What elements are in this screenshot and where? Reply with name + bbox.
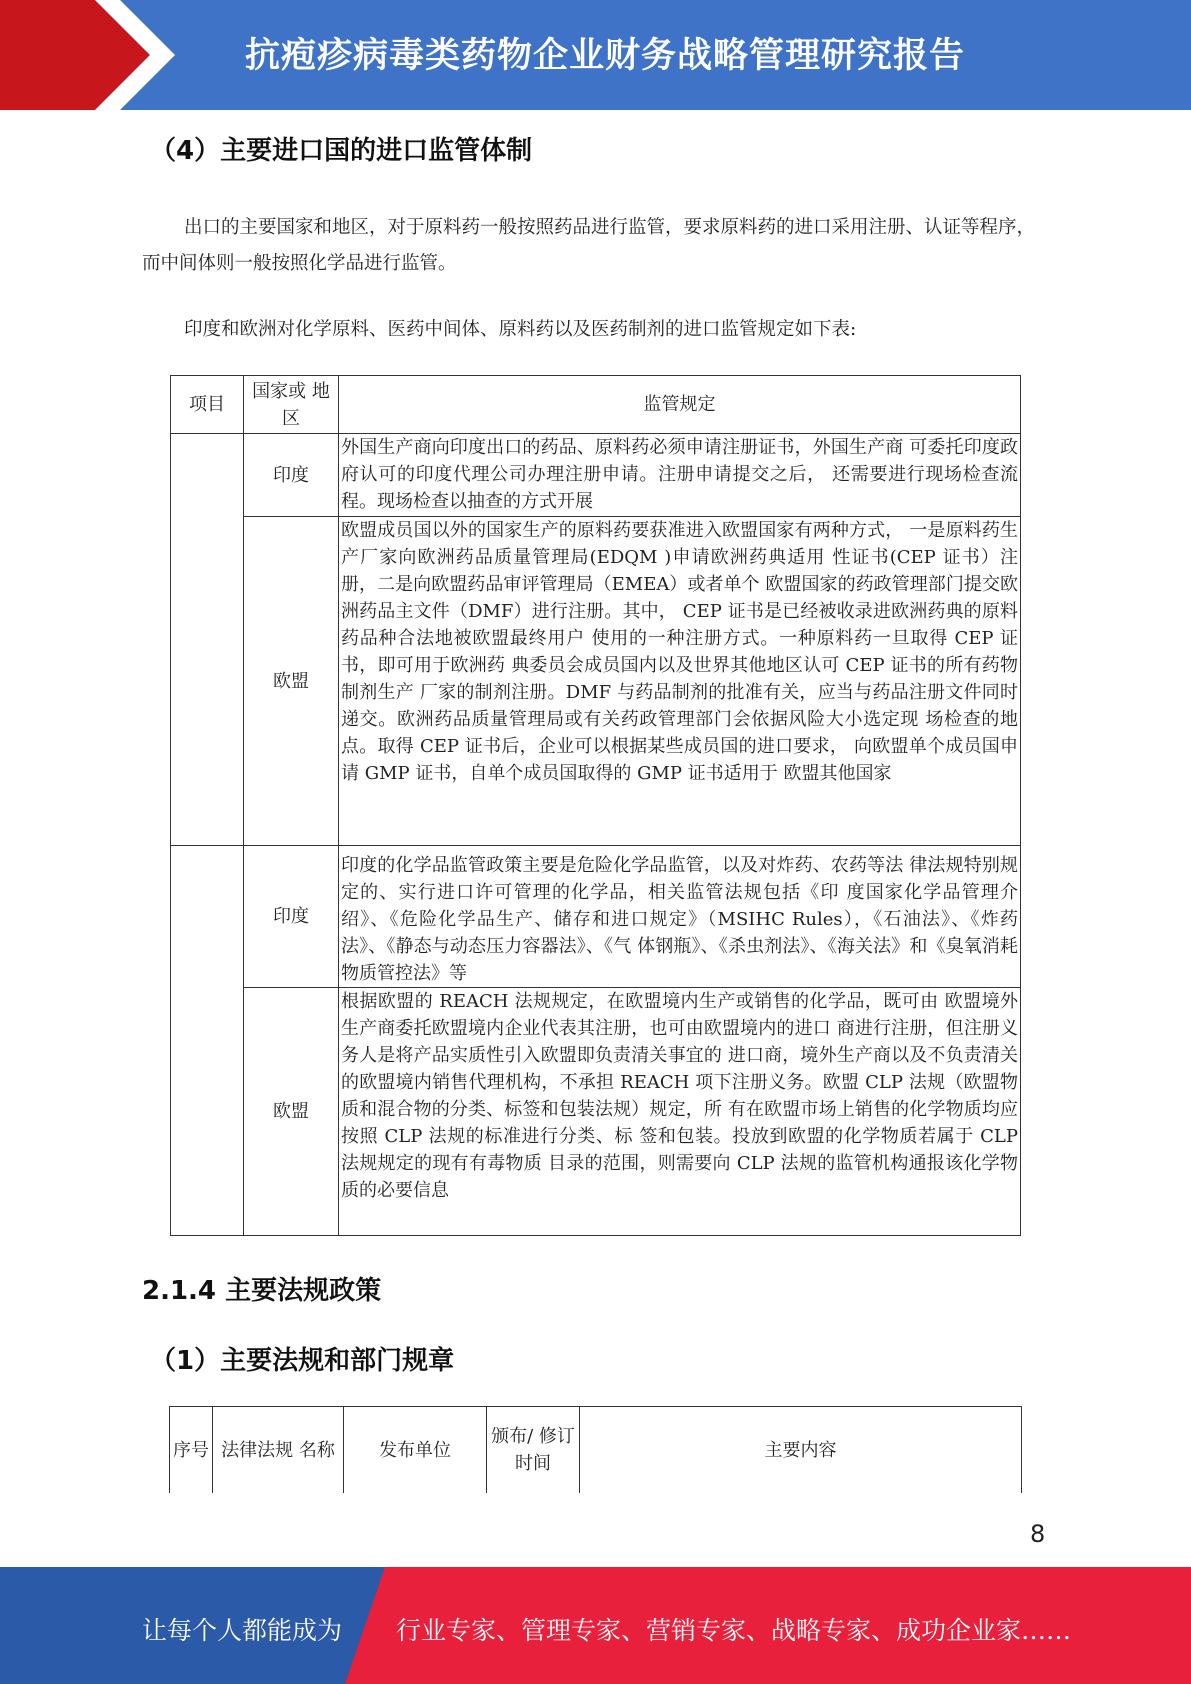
header-index: 序号 (170, 1407, 213, 1494)
section-heading-regulations: 2.1.4 主要法规政策 (142, 1276, 382, 1306)
table-row (171, 988, 1021, 1236)
page-number: 8 (1030, 1520, 1046, 1548)
table-row (171, 434, 1021, 517)
table-header-row (171, 376, 1021, 434)
footer-slogan-right: 行业专家、管理专家、营销专家、战略专家、成功企业家…… (396, 1616, 1072, 1645)
header-regulation: 监管规定 (339, 376, 1021, 434)
header-law-name: 法律法规 名称 (213, 1407, 344, 1494)
regulation-cell: 印度的化学品监管政策主要是危险化学品监管，以及对炸药、农药等法 律法规特别规定的、实行进口许可管理的化学品，相关监管法规包括《印 度国家化学品管理介绍》、《危险化学品生产、储存和进口规定》（MSIHC Rules），《石油法》、《炸药法》、《静态与动态压力容器法》、《气 体钢瓶》、《杀虫剂法》、《海关法》和《臭氧消耗物质管控法》等 (339, 846, 1021, 988)
paragraph-intro: 出口的主要国家和地区，对于原料药一般按照药品进行监管，要求原料药的进口采用注册、认证等程序，而中间体则一般按照化学品进行监管。 (142, 217, 1036, 274)
import-regulation-table (170, 375, 1021, 1236)
regulation-cell: 欧盟成员国以外的国家生产的原料药要获准进入欧盟国家有两种方式， 一是原料药生产厂家向欧洲药品质量管理局(EDQM )申请欧洲药典适用 性证书(CEP 证书）注册，二是向欧盟药品审评管理局（EMEA）或者单个 欧盟国家的药政管理部门提交欧洲药品主文件（DMF）进行注册。其中， CEP 证书是已经被收录进欧洲药典的原料药品种合法地被欧盟最终用户 使用的一种注册方式。一种原料药一旦取得 CEP 证书，即可用于欧洲药 典委员会成员国内以及世界其他地区认可 CEP 证书的所有药物制剂生产 厂家的制剂注册。DMF 与药品制剂的批准有关，应当与药品注册文件同时 递交。欧洲药品质量管理局或有关药政管理部门会依据风险大小选定现 场检查的地点。取得 CEP 证书后，企业可以根据某些成员国的进口要求， 向欧盟单个成员国申请 GMP 证书，自单个成员国取得的 GMP 证书适用于 欧盟其他国家 (339, 517, 1021, 846)
header-issuer: 发布单位 (344, 1407, 487, 1494)
header-region: 国家或 地区 (244, 376, 339, 434)
region-cell: 印度 (244, 434, 339, 517)
footer-slogan-left: 让每个人都能成为 (142, 1616, 343, 1645)
region-cell: 欧盟 (244, 517, 339, 846)
header-main-content: 主要内容 (580, 1407, 1022, 1494)
region-cell: 印度 (244, 846, 339, 988)
laws-table (169, 1406, 1022, 1493)
item-cell-api (171, 434, 244, 846)
page-header (0, 0, 1191, 110)
header-item: 项目 (171, 376, 244, 434)
regulation-cell: 外国生产商向印度出口的药品、原料药必须申请注册证书，外国生产商 可委托印度政府认可的印度代理公司办理注册申请。注册申请提交之后， 还需要进行现场检查流程。现场检查以抽查的方式开展 (339, 434, 1021, 517)
table-row (171, 846, 1021, 988)
header-date: 颁布/ 修订 时间 (487, 1407, 580, 1494)
page-footer (0, 1567, 1191, 1684)
table-header-row (170, 1407, 1022, 1494)
regulation-cell: 根据欧盟的 REACH 法规规定，在欧盟境内生产或销售的化学品，既可由 欧盟境外生产商委托欧盟境内企业代表其注册，也可由欧盟境内的进口 商进行注册，但注册义务人是将产品实质性引入欧盟即负责清关事宜的 进口商，境外生产商以及不负责清关的欧盟境内销售代理机构，不承担 REACH 项下注册义务。欧盟 CLP 法规（欧盟物质和混合物的分类、标签和包装法规）规定，所 有在欧盟市场上销售的化学物质均应按照 CLP 法规的标准进行分类、标 签和包装。投放到欧盟的化学物质若属于 CLP 法规规定的现有有毒物质 目录的范围，则需要向 CLP 法规的监管机构通报该化学物质的必要信息 (339, 988, 1021, 1236)
region-cell: 欧盟 (244, 988, 339, 1236)
report-title: 抗疱疹病毒类药物企业财务战略管理研究报告 (245, 36, 966, 76)
paragraph-table-intro: 印度和欧洲对化学原料、医药中间体、原料药以及医药制剂的进口监管规定如下表: (184, 319, 857, 340)
table-row (171, 517, 1021, 846)
section-heading-import-regulation: （4）主要进口国的进口监管体制 (150, 136, 533, 166)
subsection-heading-laws: （1）主要法规和部门规章 (150, 1346, 455, 1376)
item-cell-chemicals (171, 846, 244, 1236)
